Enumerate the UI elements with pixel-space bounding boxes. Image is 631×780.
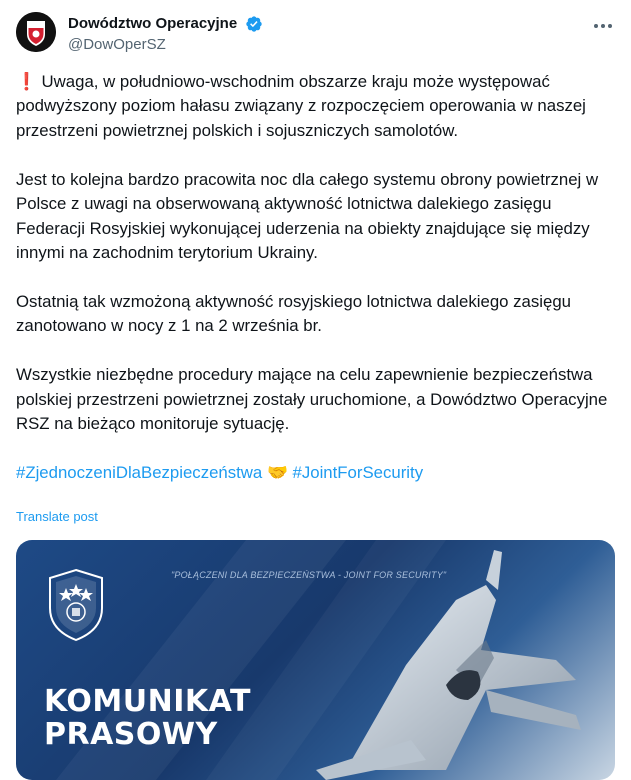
verified-badge-icon[interactable] <box>245 15 263 33</box>
media-slogan: "POŁĄCZENI DLA BEZPIECZEŃSTWA - JOINT FOR SECURITY" <box>171 570 447 580</box>
avatar[interactable] <box>16 12 56 52</box>
translate-post-link[interactable]: Translate post <box>16 509 98 524</box>
emblem-icon <box>46 568 106 642</box>
post-paragraph-4: Wszystkie niezbędne procedury mające na celu zapewnienie bezpieczeństwa polskiej przestrzeni powietrznej zostały uruchomione, a Dowództwo Operacyjne RSZ na bieżąco monitoruje sytuację. <box>16 365 608 434</box>
post-paragraph-1: ❗ Uwaga, w południowo-wschodnim obszarze kraju może występować podwyższony poziom hałasu związany z rozpoczęciem operowania w naszej przestrzeni powietrznej polskich i sojuszniczych samolotów. <box>16 72 586 140</box>
post-paragraph-3: Ostatnią tak wzmożoną aktywność rosyjskiego lotnictwa dalekiego zasięgu zanotowano w nocy z 1 na 2 września br. <box>16 292 571 336</box>
author-display-name[interactable]: Dowództwo Operacyjne <box>68 15 238 32</box>
post-paragraph-2: Jest to kolejna bardzo pracowita noc dla całego systemu obrony powietrznej w Polsce z uwagi na obserwowaną aktywność lotnictwa dalekiego zasięgu Federacji Rosyjskiej wykonującej uderzenia na obiekty znajdujące się między innymi na zachodnim terytorium Ukrainy. <box>16 169 599 263</box>
handshake-emoji: 🤝 <box>266 463 288 483</box>
hashtags-line <box>16 461 612 485</box>
post-media-image[interactable] <box>16 540 615 780</box>
hashtag-link-2[interactable]: #JointForSecurity <box>292 463 424 483</box>
more-options-icon[interactable] <box>591 16 615 36</box>
media-title-line-1: KOMUNIKAT <box>44 684 251 719</box>
post-text <box>16 70 612 486</box>
media-title-line-2: PRASOWY <box>44 717 218 752</box>
author-handle[interactable]: @DowOperSZ <box>68 36 166 53</box>
hashtag-link-1[interactable]: #ZjednoczeniDlaBezpieczeństwa <box>16 463 263 483</box>
post-header <box>16 12 615 60</box>
media-title <box>44 685 251 751</box>
